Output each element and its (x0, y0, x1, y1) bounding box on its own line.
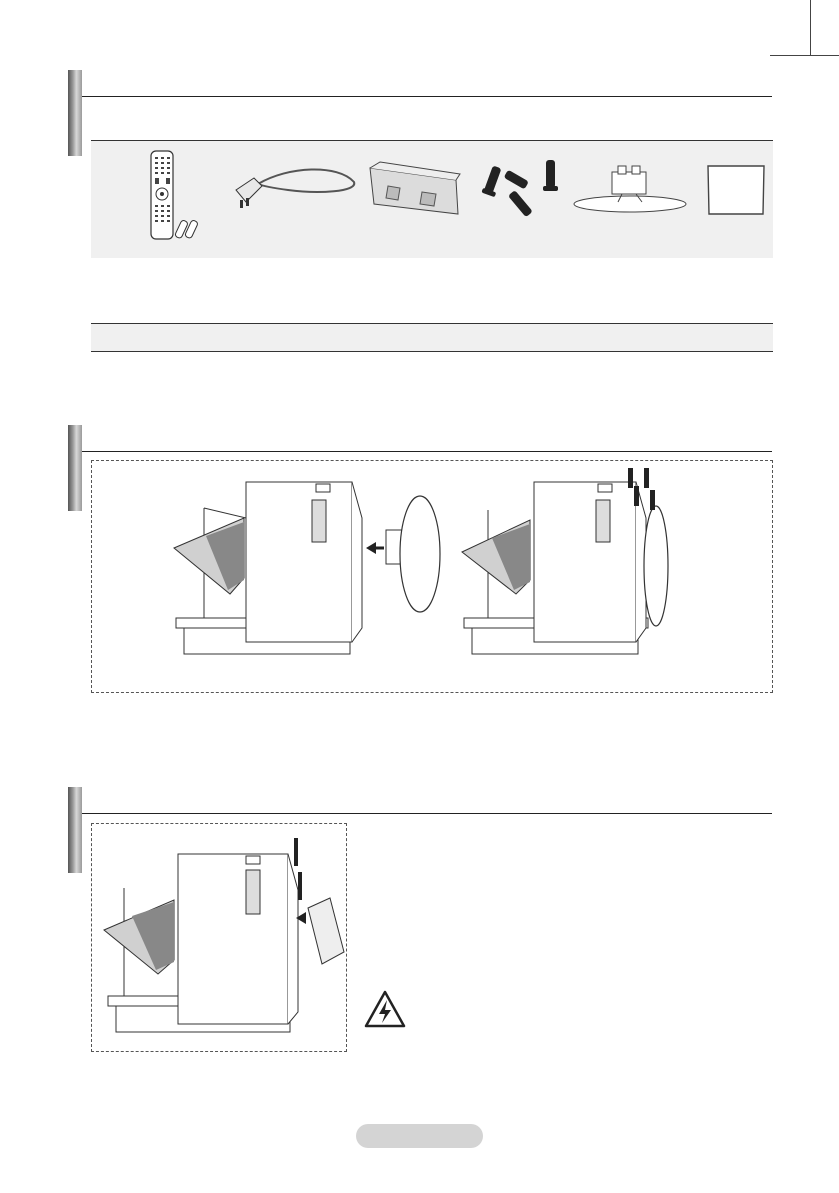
cleaning-cloth-icon (705, 163, 767, 218)
stand-icon (572, 162, 690, 214)
section-rule (82, 813, 772, 814)
power-cord-icon (228, 164, 358, 214)
cover-attach-figure (100, 836, 340, 1036)
section-marker (68, 70, 82, 156)
page-number-badge (356, 1124, 483, 1148)
screws-icon (478, 156, 568, 224)
cover-bottom-icon (364, 160, 464, 220)
optional-items-row (91, 323, 773, 352)
crop-mark-vertical (810, 0, 811, 56)
electric-shock-warning-icon (364, 990, 406, 1028)
section-rule (82, 96, 772, 97)
remote-control-icon (140, 148, 210, 244)
stand-attach-figure-1 (170, 478, 460, 658)
section-marker (68, 425, 82, 511)
section-marker (68, 787, 82, 873)
stand-attach-figure-2 (458, 466, 718, 658)
section-rule (82, 451, 772, 452)
crop-mark-horizontal (770, 55, 839, 56)
